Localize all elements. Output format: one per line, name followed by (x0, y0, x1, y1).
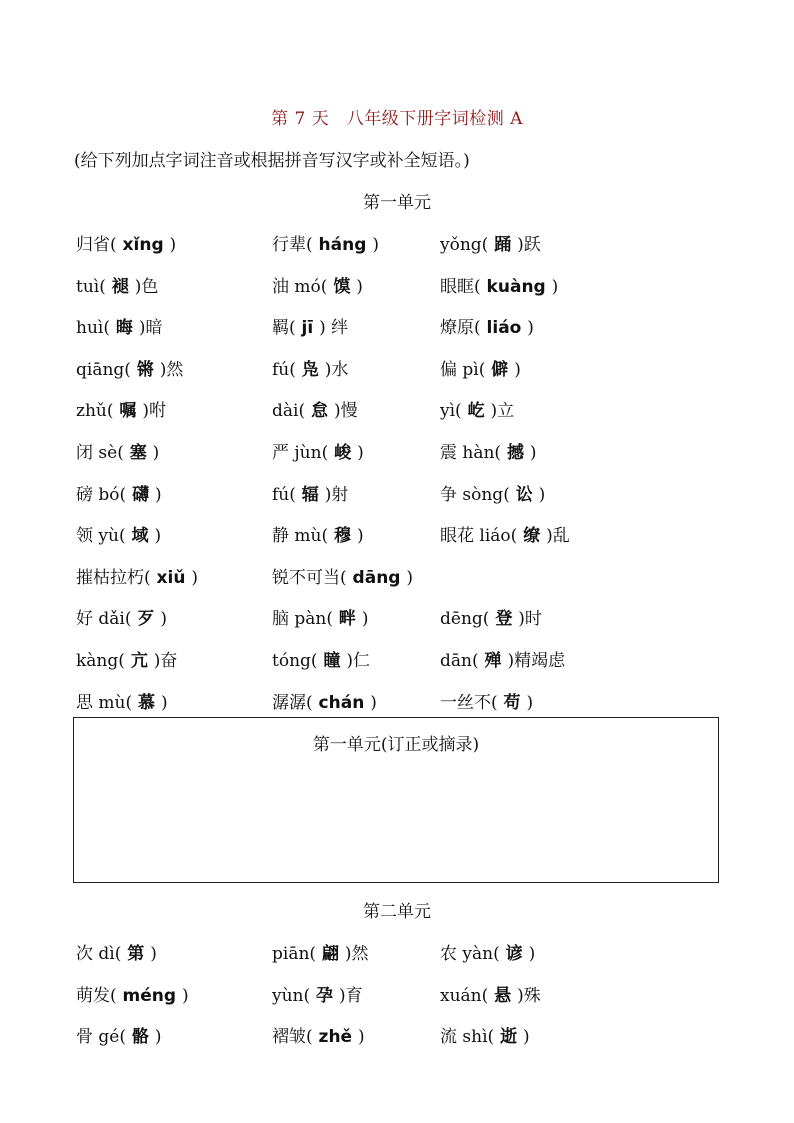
word-text: ) (514, 359, 521, 380)
word-text: 磅 bó( (76, 484, 127, 505)
word-row (76, 230, 716, 272)
word-item (272, 313, 348, 338)
word-row (76, 981, 716, 1023)
word-text: 骨 gé( (76, 1027, 126, 1048)
answer-text: 畔 (333, 609, 362, 630)
answer-text: 慕 (132, 692, 161, 713)
answer-text: 悬 (488, 985, 518, 1006)
word-item (76, 230, 176, 255)
word-item (76, 313, 162, 338)
word-item (440, 688, 533, 713)
word-text: xuán( (440, 985, 489, 1006)
word-text: yùn( (272, 985, 311, 1006)
word-text: ) (356, 526, 364, 547)
word-text: 眼眶( (440, 276, 481, 297)
answer-text: 亢 (124, 650, 154, 671)
word-text: ) (528, 944, 536, 964)
word-text: 严 jùn( (272, 442, 329, 463)
answer-text: méng (116, 985, 182, 1006)
word-row (76, 355, 716, 397)
word-text: 争 sòng( (440, 484, 510, 505)
answer-text: 孕 (310, 985, 339, 1006)
answer-text: 峻 (328, 442, 358, 463)
word-text: ) 绊 (319, 318, 349, 339)
word-text: yǒng( (440, 235, 489, 255)
word-item (76, 521, 161, 546)
unit1-word-grid (76, 230, 716, 729)
word-item (76, 272, 158, 297)
word-item (440, 230, 541, 255)
word-item (440, 355, 521, 380)
word-row (76, 939, 716, 981)
answer-text: 怠 (305, 401, 334, 422)
word-text: 好 dǎi( (76, 609, 132, 630)
answer-text: 讼 (509, 484, 539, 505)
word-text: )射 (324, 484, 349, 505)
word-row (76, 272, 716, 314)
word-row (76, 521, 716, 563)
word-item (76, 981, 189, 1006)
answer-text: 逝 (494, 1027, 523, 1048)
word-item (440, 646, 565, 671)
word-row (76, 313, 716, 355)
word-item (440, 313, 534, 338)
answer-text: 殚 (478, 650, 508, 671)
word-item (272, 604, 369, 629)
word-text: 眼花 liáo( (440, 526, 518, 547)
answer-text: 域 (125, 526, 155, 547)
word-item (76, 646, 177, 671)
word-text: 领 yù( (76, 526, 126, 547)
word-item (440, 272, 558, 297)
word-item (272, 272, 363, 297)
word-row (76, 396, 716, 438)
word-text: piān( (272, 944, 317, 964)
word-text: ) (160, 692, 168, 713)
word-text: ) (370, 692, 377, 713)
word-row (76, 604, 716, 646)
word-row (76, 563, 716, 605)
answer-text: 缭 (517, 526, 547, 547)
answer-text: xǐng (116, 235, 170, 255)
correction-box (73, 717, 719, 883)
word-item (76, 563, 198, 588)
answer-text: zhě (312, 1027, 359, 1048)
word-text: 行辈( (272, 235, 313, 255)
word-text: 闭 sè( (76, 442, 124, 463)
word-text: 农 yàn( (440, 944, 500, 964)
word-item (272, 480, 348, 505)
answer-text: 凫 (295, 359, 325, 380)
word-text: ) (372, 235, 379, 255)
answer-text: 第 (121, 944, 151, 964)
word-text: ) (169, 235, 177, 255)
answer-text: 礴 (126, 484, 155, 505)
word-text: ) (191, 567, 199, 588)
word-text: )时 (518, 609, 542, 630)
word-item (76, 396, 166, 421)
word-text: )奋 (153, 650, 178, 671)
word-item (76, 604, 167, 629)
answer-text: 嘱 (113, 401, 143, 422)
answer-text: 穆 (328, 526, 357, 547)
word-item (76, 939, 157, 964)
word-text: )乱 (546, 526, 570, 547)
word-text: ) (152, 442, 160, 463)
word-text: 流 shì( (440, 1027, 495, 1048)
word-text: 次 dì( (76, 944, 122, 964)
word-item (272, 939, 369, 964)
word-text: dān( (440, 650, 479, 671)
unit2-heading: 第二单元 (363, 902, 431, 922)
word-text: )仁 (346, 650, 371, 671)
word-item (272, 355, 348, 380)
instruction-text: (给下列加点字词注音或根据拼音写汉字或补全短语。) (74, 151, 470, 171)
word-row (76, 646, 716, 688)
word-text: ) (154, 526, 162, 547)
word-text: 锐不可当( (272, 567, 347, 588)
word-text: ) (523, 1027, 530, 1048)
word-row (76, 1022, 716, 1064)
word-text: dēng( (440, 609, 490, 630)
answer-text: 谚 (499, 944, 529, 964)
word-text: ) (150, 944, 157, 964)
word-item (440, 604, 542, 629)
word-row (76, 438, 716, 480)
word-text: dài( (272, 401, 306, 422)
word-item (440, 480, 545, 505)
word-text: zhǔ( (76, 401, 114, 422)
word-text: )立 (490, 401, 515, 422)
word-item (440, 1022, 530, 1047)
word-text: qiāng( (76, 359, 131, 380)
word-text: )然 (344, 944, 369, 964)
word-text: )殊 (517, 985, 541, 1006)
word-text: 归省( (76, 235, 117, 255)
word-text: 偏 pì( (440, 359, 486, 380)
answer-text: jī (295, 318, 320, 339)
word-text: )然 (159, 359, 184, 380)
word-item (272, 646, 370, 671)
word-text: fú( (272, 484, 296, 505)
word-text: 燎原( (440, 318, 481, 339)
word-text: ) (182, 985, 189, 1006)
answer-text: dāng (346, 567, 407, 588)
word-text: )精竭虑 (507, 650, 566, 671)
word-item (272, 563, 413, 588)
word-text: fú( (272, 359, 296, 380)
word-text: 萌发( (76, 985, 117, 1006)
answer-text: 翩 (316, 944, 345, 964)
answer-text: 辐 (295, 484, 325, 505)
word-text: 摧枯拉朽( (76, 567, 151, 588)
word-text: ) (358, 1027, 365, 1048)
word-text: ) (538, 484, 546, 505)
word-text: ) (526, 692, 534, 713)
word-text: 震 hàn( (440, 442, 502, 463)
answer-text: 撼 (501, 442, 530, 463)
answer-text: 馍 (327, 276, 357, 297)
word-text: 褶皱( (272, 1027, 313, 1048)
page-title: 第 7 天 八年级下册字词检测 A (271, 109, 523, 129)
answer-text: 僻 (485, 359, 515, 380)
unit2-word-grid (76, 939, 716, 1064)
word-item (76, 355, 183, 380)
word-item (440, 396, 514, 421)
word-text: ) (361, 609, 369, 630)
answer-text: 苟 (497, 692, 527, 713)
word-text: ) (356, 276, 363, 297)
word-item (76, 688, 168, 713)
word-item (272, 521, 364, 546)
word-item (272, 981, 363, 1006)
unit1-heading: 第一单元 (363, 193, 431, 213)
word-text: ) (160, 609, 167, 630)
word-row (76, 480, 716, 522)
word-text: 一丝不( (440, 692, 498, 713)
word-text: )水 (324, 359, 349, 380)
word-text: ) (357, 442, 364, 463)
word-item (272, 1022, 365, 1047)
word-text: 羁( (272, 318, 296, 339)
answer-text: chán (312, 692, 371, 713)
correction-box-title: 第一单元(订正或摘录) (312, 735, 480, 755)
answer-text: liáo (480, 318, 528, 339)
answer-text: háng (312, 235, 373, 255)
word-text: yì( (440, 401, 462, 422)
word-text: ) (527, 318, 534, 339)
word-text: 脑 pàn( (272, 609, 334, 630)
word-text: huì( (76, 318, 110, 339)
word-item (76, 480, 162, 505)
word-text: kàng( (76, 650, 125, 671)
word-item (440, 438, 537, 463)
word-item (272, 396, 358, 421)
word-item (440, 981, 541, 1006)
word-text: ) (406, 567, 414, 588)
word-text: 潺潺( (272, 692, 313, 713)
word-text: )色 (134, 276, 159, 297)
word-item (440, 521, 570, 546)
answer-text: 褪 (105, 276, 135, 297)
word-item (272, 230, 379, 255)
answer-text: 瞳 (317, 650, 347, 671)
answer-text: kuàng (480, 276, 552, 297)
answer-text: 锵 (130, 359, 160, 380)
answer-text: 登 (489, 609, 519, 630)
word-text: 静 mù( (272, 526, 329, 547)
answer-text: 骼 (125, 1027, 155, 1048)
word-item (272, 438, 364, 463)
answer-text: xiǔ (150, 567, 192, 588)
answer-text: 塞 (123, 442, 153, 463)
answer-text: 歹 (131, 609, 161, 630)
word-text: ) (551, 276, 559, 297)
word-text: tóng( (272, 650, 318, 671)
word-item (76, 1022, 161, 1047)
word-text: )慢 (333, 401, 358, 422)
word-text: tuì( (76, 276, 106, 297)
word-text: )咐 (142, 401, 166, 422)
answer-text: 踊 (488, 235, 518, 255)
word-text: ) (529, 442, 537, 463)
word-item (272, 688, 377, 713)
word-text: )育 (338, 985, 363, 1006)
answer-text: 屹 (461, 401, 491, 422)
word-text: 思 mù( (76, 692, 133, 713)
word-text: ) (155, 484, 162, 505)
word-text: 油 mó( (272, 276, 328, 297)
word-text: )跃 (517, 235, 541, 255)
word-item (76, 438, 159, 463)
answer-text: 晦 (109, 318, 139, 339)
word-text: )暗 (138, 318, 163, 339)
word-item (440, 939, 535, 964)
word-text: ) (154, 1027, 162, 1048)
